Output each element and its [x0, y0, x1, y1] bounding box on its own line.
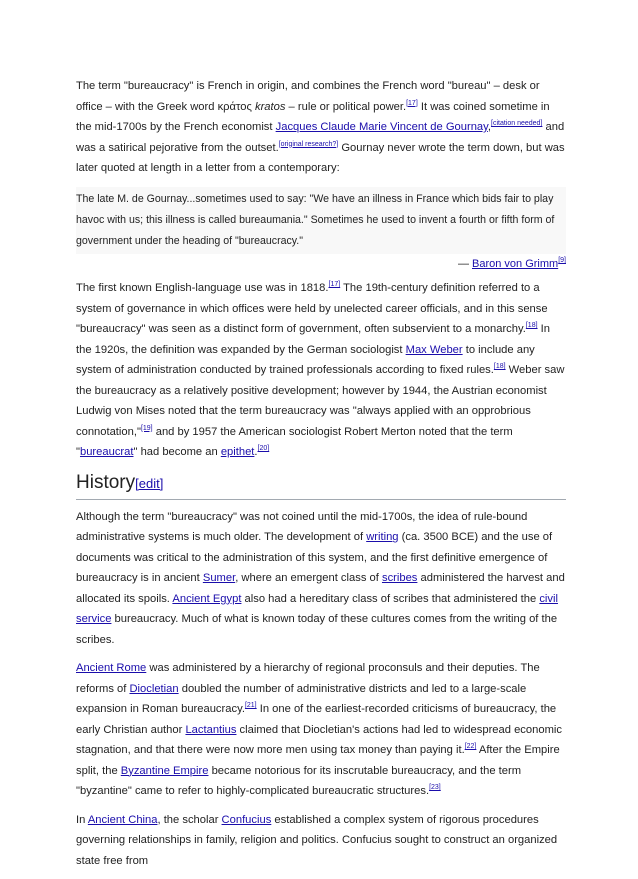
max-weber-link[interactable]: Max Weber — [405, 343, 463, 356]
text: claimed that Diocletian's actions had led to widespread economic stagnation, and that there were now more men using tax money than paying it. — [76, 723, 562, 757]
text: , the scholar — [157, 813, 222, 826]
text: In the 1920s, the definition was expanded by the German sociologist — [76, 323, 550, 356]
text: The 19th-century definition referred to a system of governance in which offices were held by unelected career officials, and in this sense "bureaucracy" was seen as a distinct form of government, often subservient to a monarchy. — [76, 282, 548, 336]
ref-23-link[interactable]: [23] — [429, 784, 441, 792]
intro-paragraph — [76, 76, 566, 179]
epithet-link[interactable]: epithet — [220, 446, 255, 459]
text: Although the term "bureaucracy" was not coined until the mid-1700s, the idea of rule-bound administrative systems is much older. The development of — [76, 510, 528, 544]
ref-17-link[interactable]: [17] — [406, 99, 418, 107]
article-body — [76, 76, 566, 879]
text: After the Empire split, the — [76, 744, 560, 777]
grimm-link[interactable]: Baron von Grimm — [472, 258, 559, 271]
text: administered the harvest and allocated its spoils. — [76, 572, 565, 605]
text: and by 1957 the American sociologist Robert Merton noted that the term " — [76, 425, 513, 459]
ref-21-link[interactable]: [21] — [244, 702, 257, 710]
text: to include any system of administration conducted by trained professionals according to fixed rules. — [76, 343, 535, 377]
usage-paragraph — [76, 278, 566, 463]
history-paragraph-2 — [76, 658, 566, 802]
ref-22[interactable] — [465, 743, 477, 750]
text: , where an emergent class of — [235, 572, 382, 585]
ref-19[interactable] — [141, 425, 153, 432]
ref-18-link[interactable]: [18] — [525, 322, 538, 330]
quote-attribution — [76, 254, 566, 274]
writing-link[interactable]: writing — [366, 531, 399, 544]
intro-text: The term "bureaucracy" is French in origin, and combines the French word "bureau" – desk or office – with the Greek word κράτος — [76, 80, 540, 113]
text: " had become an — [133, 446, 221, 459]
edit-section-link[interactable]: [edit] — [135, 475, 164, 491]
sumer-link[interactable]: Sumer — [202, 572, 236, 585]
history-heading — [76, 471, 566, 500]
blockquote — [76, 187, 566, 255]
lactantius-link[interactable]: Lactantius — [185, 723, 237, 736]
diocletian-link[interactable]: Diocletian — [129, 682, 179, 695]
civil-service-link[interactable]: civil service — [76, 592, 558, 626]
text: bureaucracy. Much of what is known today of these cultures comes from the writing of the scribes. — [76, 613, 558, 646]
history-heading-text: History — [76, 471, 136, 493]
citation-needed[interactable] — [491, 120, 542, 127]
ref-18[interactable] — [526, 322, 538, 329]
ref-18[interactable] — [494, 363, 506, 370]
text: also had a hereditary class of scribes that administered the — [241, 592, 540, 605]
intro-text: and was a satirical pejorative from the outset. — [76, 121, 565, 154]
confucius-link[interactable]: Confucius — [221, 813, 272, 826]
citation-needed-link[interactable]: [citation needed] — [491, 120, 543, 127]
ref-17[interactable] — [406, 100, 418, 107]
text: was administered by a hierarchy of regional proconsuls and their deputies. The reforms of — [76, 662, 540, 695]
ancient-china-link[interactable]: Ancient China — [87, 813, 158, 826]
ref-17-link[interactable]: [17] — [328, 281, 341, 289]
ref-23[interactable] — [429, 784, 441, 791]
text: . — [254, 446, 258, 459]
text: established a complex system of rigorous procedures governing relationships in family, religion and politics. Confucius sought to construct an organized state free from — [76, 813, 558, 867]
ref-20[interactable] — [258, 445, 270, 452]
intro-text: – rule or political power. — [285, 100, 407, 113]
ref-22-link[interactable]: [22] — [464, 743, 477, 751]
text: In — [76, 813, 88, 826]
original-research[interactable] — [279, 141, 339, 148]
original-research-link[interactable]: [original research?] — [278, 140, 339, 148]
history-paragraph-3 — [76, 810, 566, 872]
history-paragraph-1 — [76, 507, 566, 651]
kratos-italic: kratos — [254, 100, 286, 113]
text: (ca. 3500 BCE) and the use of documents was critical to the administration of this system, and the first definitive emergence of bureaucracy is in ancient — [76, 531, 553, 585]
ref-21[interactable] — [245, 702, 257, 709]
text: doubled the number of administrative districts and led to a large-scale expansion in Roman bureaucracy. — [76, 682, 527, 716]
byzantine-empire-link[interactable]: Byzantine Empire — [120, 764, 209, 777]
intro-text: Gournay never wrote the term down, but was later quoted at length in a letter from a contemporary: — [76, 141, 565, 174]
ref-9-link[interactable]: [9] — [558, 257, 566, 265]
ref-20-link[interactable]: [20] — [257, 445, 270, 453]
text: became notorious for its inscrutable bureaucracy, and the term "byzantine" came to refer to highly-complicated bureaucratic structures. — [76, 764, 522, 798]
ancient-egypt-link[interactable]: Ancient Egypt — [172, 592, 242, 605]
ancient-rome-link[interactable]: Ancient Rome — [76, 662, 147, 675]
ref-19-link[interactable]: [19] — [140, 424, 153, 432]
text: In one of the earliest-recorded criticisms of bureaucracy, the early Christian author — [76, 703, 557, 736]
gournay-link[interactable]: Jacques Claude Marie Vincent de Gournay — [275, 121, 488, 133]
ref-17[interactable] — [329, 281, 341, 288]
ref-9[interactable] — [558, 257, 566, 264]
scribes-link[interactable]: scribes — [381, 572, 418, 585]
quote-text: The late M. de Gournay...sometimes used to say: "We have an illness in France which bids fair to play havoc with us; this illness is called bureaumania." Sometimes he used to invent a fourth or fifth form of government under the heading of "bureaucracy." — [76, 192, 555, 247]
text: Weber saw the bureaucracy as a relatively positive development; however by 1944, the Austrian economist Ludwig von Mises noted that the term bureaucracy was "always applied with an opprobrious connotation," — [76, 364, 565, 438]
intro-text: , — [487, 121, 492, 133]
attrib-dash: — — [457, 258, 472, 271]
ref-18-link[interactable]: [18] — [493, 363, 506, 371]
intro-text: It was coined sometime in the mid-1700s by the French economist — [76, 100, 550, 133]
bureaucrat-link[interactable]: bureaucrat — [79, 446, 134, 459]
text: The first known English-language use was in 1818. — [76, 282, 329, 295]
